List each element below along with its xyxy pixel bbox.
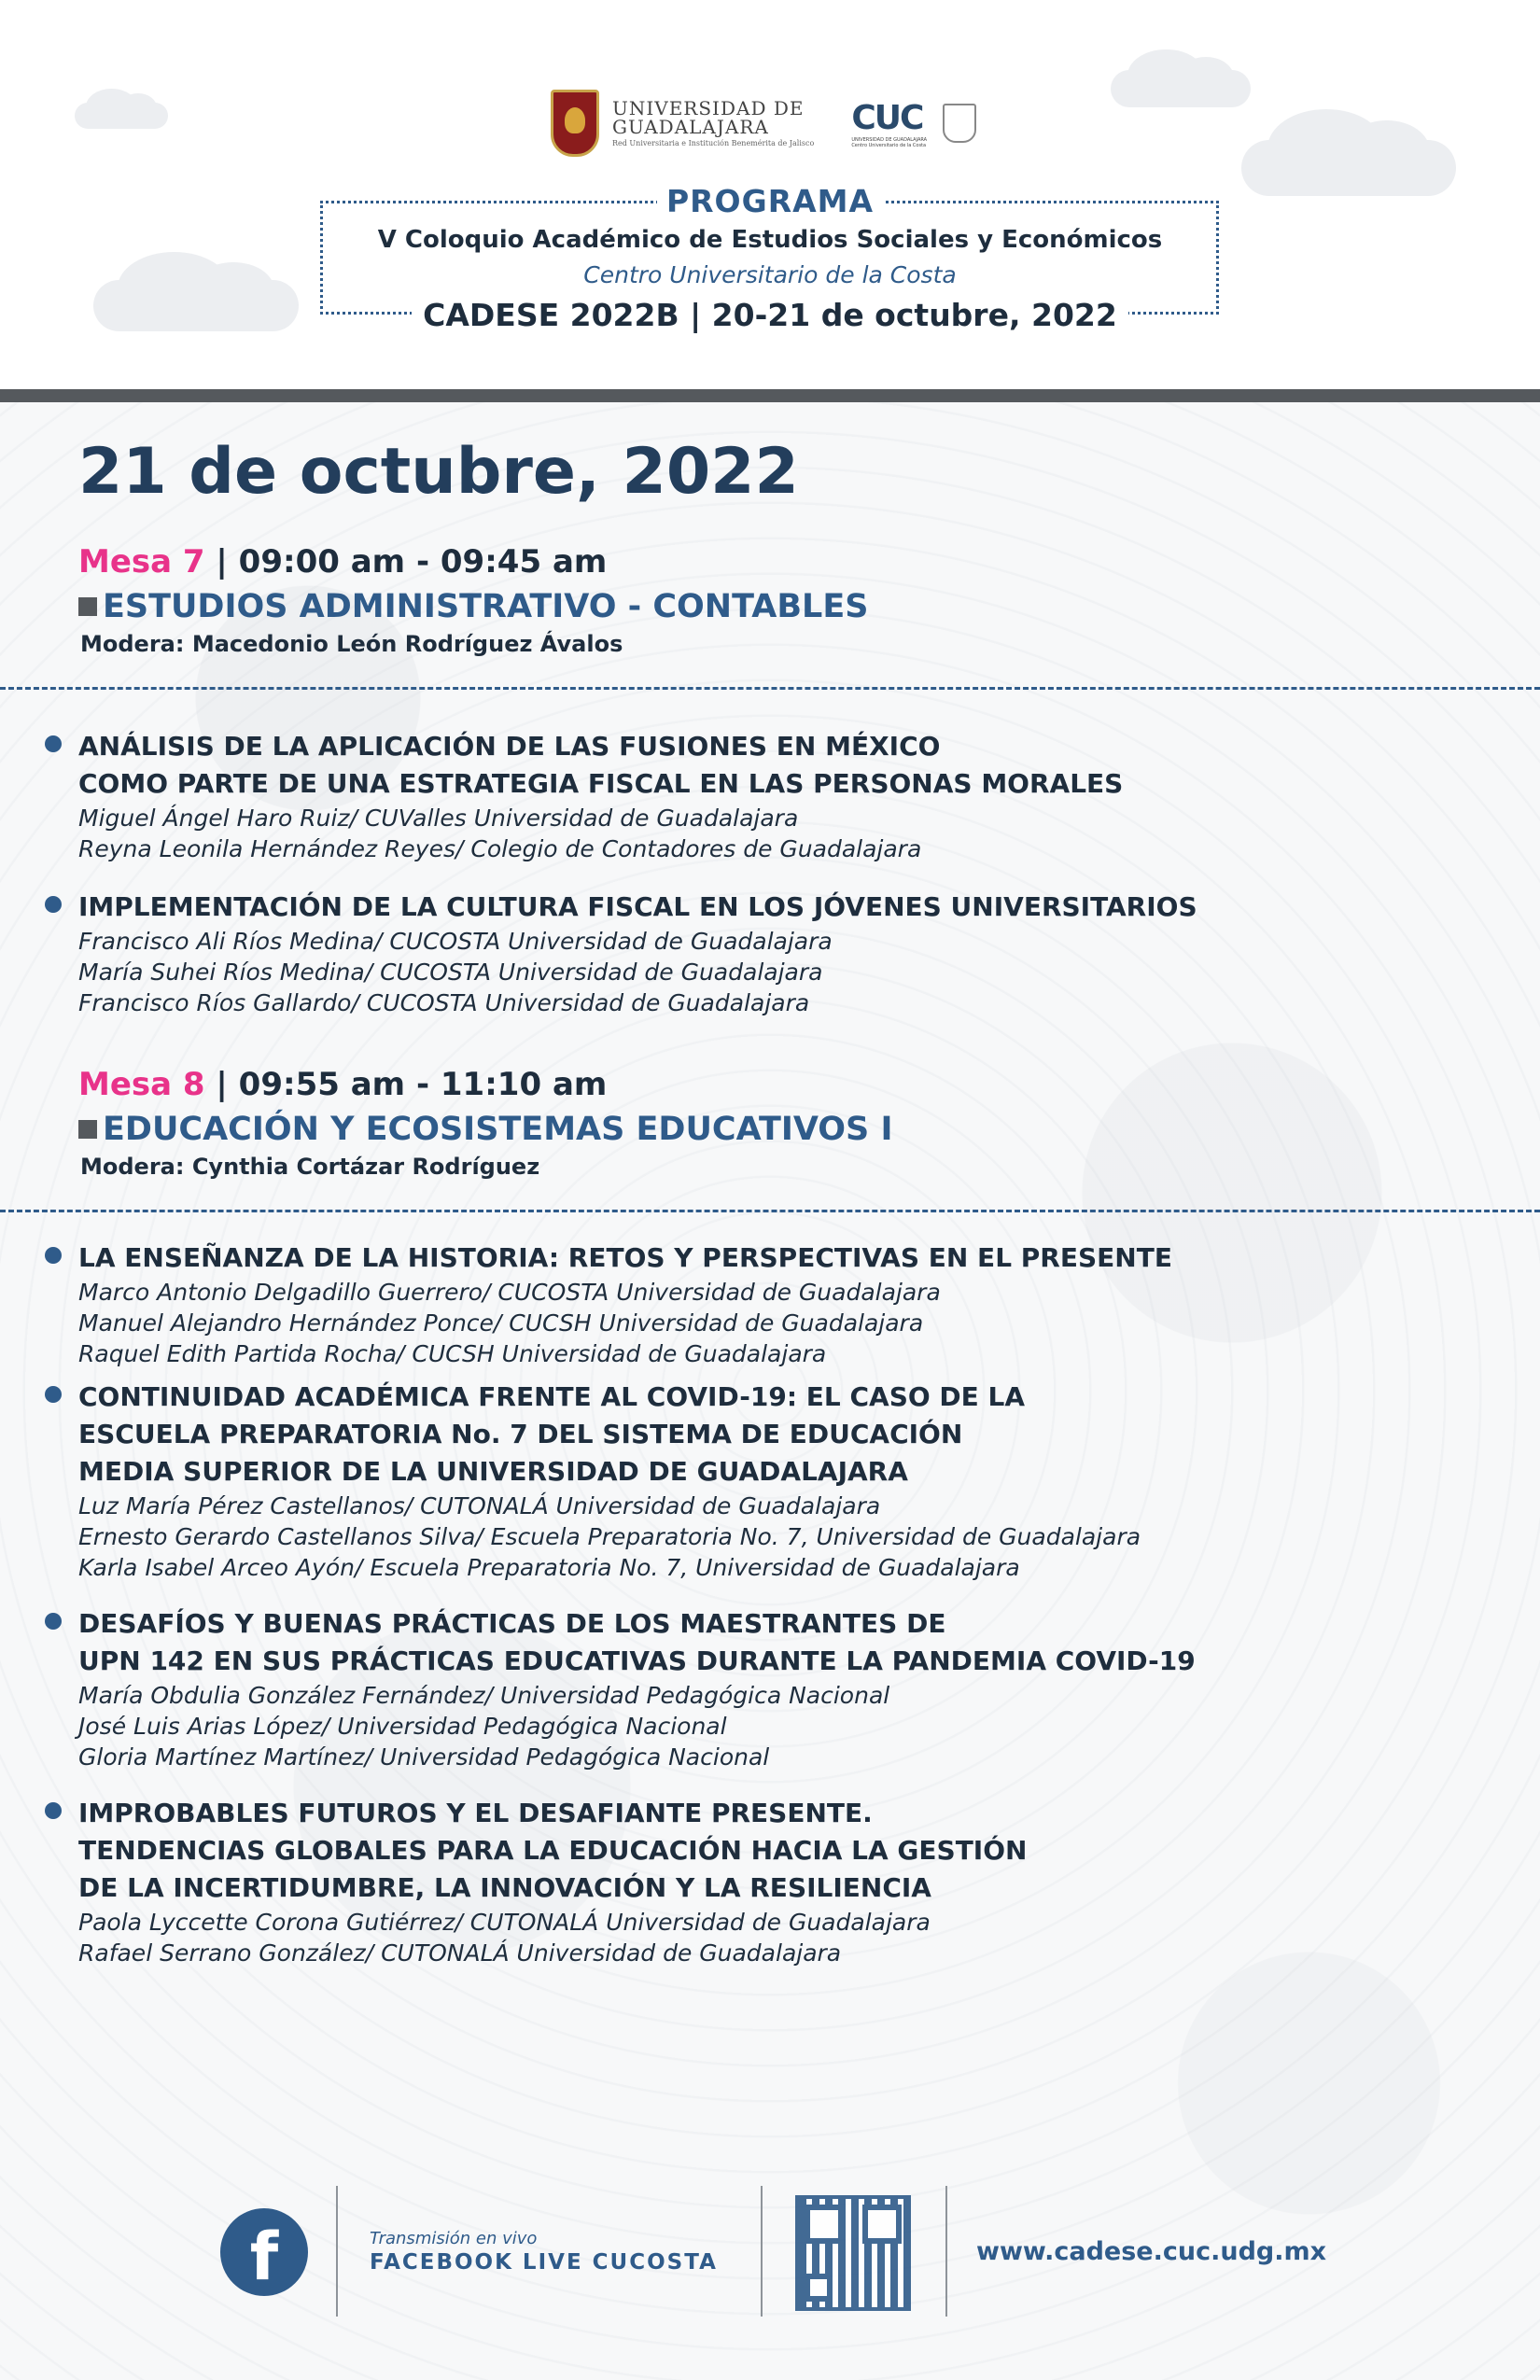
- talk-item: [45, 1605, 1501, 1772]
- talk-title: IMPLEMENTACIÓN DE LA CULTURA FISCAL EN LOS JÓVENES UNIVERSITARIOS: [78, 891, 1197, 922]
- talk-title: CONTINUIDAD ACADÉMICA FRENTE AL COVID-19: EL CASO DE LA ESCUELA PREPARATORIA No. 7 DEL SISTEMA DE EDUCACIÓN MEDIA SUPERIOR DE LA UNIVERSIDAD DE GUADALAJARA: [78, 1381, 1026, 1487]
- talk-item: [45, 728, 1501, 864]
- cuc-crest-icon: [943, 104, 976, 143]
- event-name: V Coloquio Académico de Estudios Sociales y Económicos: [377, 226, 1163, 254]
- mesa-7-heading: [78, 543, 607, 581]
- mesa-time: | 09:00 am - 09:45 am: [204, 543, 608, 581]
- mesa-time: | 09:55 am - 11:10 am: [204, 1066, 608, 1103]
- talk-authors: Miguel Ángel Haro Ruiz/ CUValles Universidad de Guadalajara Reyna Leonila Hernández Reyes/ Colegio de Contadores de Guadalajara: [78, 805, 922, 862]
- cuc-logo: [851, 99, 976, 148]
- mesa-topic-text: EDUCACIÓN Y ECOSISTEMAS EDUCATIVOS I: [103, 1111, 893, 1148]
- website-link[interactable]: www.cadese.cuc.udg.mx: [976, 2237, 1327, 2266]
- facebook-icon[interactable]: f: [220, 2208, 308, 2296]
- udg-name-line1: UNIVERSIDAD DE: [612, 97, 805, 119]
- bullet-icon: [45, 896, 62, 913]
- bullet-icon: [45, 1386, 62, 1403]
- talk-title: IMPROBABLES FUTUROS Y EL DESAFIANTE PRESENTE. TENDENCIAS GLOBALES PARA LA EDUCACIÓN HACIA LA GESTIÓN DE LA INCERTIDUMBRE, LA INNOVACIÓN Y LA RESILIENCIA: [78, 1798, 1028, 1903]
- udg-logo: [551, 90, 814, 157]
- qr-code[interactable]: [795, 2195, 911, 2311]
- dashed-divider: [0, 1210, 1540, 1212]
- talk-authors: Luz María Pérez Castellanos/ CUTONALÁ Universidad de Guadalajara Ernesto Gerardo Castellanos Silva/ Escuela Preparatoria No. 7, Universidad de Guadalajara Karla Isabel Arceo Ayón/ Escuela Preparatoria No. 7, Universidad de Guadalajara: [78, 1492, 1141, 1581]
- footer-separator: [761, 2186, 763, 2317]
- udg-crest-icon: [551, 90, 599, 157]
- footer-separator: [945, 2186, 947, 2317]
- mesa-7-topic: [78, 588, 868, 625]
- talk-item: [45, 1239, 1501, 1369]
- header-logos: [551, 86, 976, 161]
- talk-item: [45, 1795, 1501, 1968]
- footer-separator: [336, 2186, 338, 2317]
- udg-name-line2: GUADALAJARA: [612, 116, 769, 138]
- talk-authors: María Obdulia González Fernández/ Universidad Pedagógica Nacional José Luis Arias López/ Universidad Pedagógica Nacional Gloria Martínez Martínez/ Universidad Pedagógica Nacional: [78, 1682, 890, 1771]
- talk-title: LA ENSEÑANZA DE LA HISTORIA: RETOS Y PERSPECTIVAS EN EL PRESENTE: [78, 1242, 1172, 1273]
- mesa-8-heading: [78, 1066, 607, 1103]
- talk-item: [45, 889, 1501, 1018]
- mesa-7-moderator: Modera: Macedonio León Rodríguez Ávalos: [80, 631, 623, 657]
- mesa-8-moderator: Modera: Cynthia Cortázar Rodríguez: [80, 1154, 540, 1180]
- cloud-decoration: [75, 103, 168, 129]
- bullet-icon: [45, 735, 62, 752]
- cuc-mark: CUC: [851, 98, 923, 137]
- mesa-number: Mesa 8: [78, 1066, 205, 1103]
- square-icon: [78, 1120, 97, 1139]
- center-name: Centro Universitario de la Costa: [583, 261, 957, 288]
- cuc-subtitle: UNIVERSIDAD DE GUADALAJARA Centro Universitario de la Costa: [851, 136, 928, 148]
- bullet-icon: [45, 1613, 62, 1630]
- cloud-decoration: [1111, 70, 1251, 107]
- facebook-live-link[interactable]: FACEBOOK LIVE CUCOSTA: [370, 2250, 718, 2275]
- mesa-number: Mesa 7: [78, 543, 205, 581]
- event-dates: CADESE 2022B | 20-21 de octubre, 2022: [0, 297, 1540, 333]
- date-title: 21 de octubre, 2022: [78, 435, 799, 509]
- talk-authors: Marco Antonio Delgadillo Guerrero/ CUCOSTA Universidad de Guadalajara Manuel Alejandro Hernández Ponce/ CUCSH Universidad de Guadalajara Raquel Edith Partida Rocha/ CUCSH Universidad de Guadalajara: [78, 1279, 941, 1367]
- talk-authors: Paola Lyccette Corona Gutiérrez/ CUTONALÁ Universidad de Guadalajara Rafael Serrano González/ CUTONALÁ Universidad de Guadalajara: [78, 1909, 931, 1967]
- bullet-icon: [45, 1802, 62, 1819]
- live-label: Transmisión en vivo: [370, 2229, 538, 2248]
- square-icon: [78, 597, 97, 616]
- talk-item: [45, 1379, 1501, 1583]
- dashed-divider: [0, 687, 1540, 690]
- mesa-8-topic: [78, 1111, 892, 1148]
- talk-title: ANÁLISIS DE LA APLICACIÓN DE LAS FUSIONES EN MÉXICO COMO PARTE DE UNA ESTRATEGIA FISCAL EN LAS PERSONAS MORALES: [78, 731, 1124, 799]
- bullet-icon: [45, 1247, 62, 1264]
- talk-title: DESAFÍOS Y BUENAS PRÁCTICAS DE LOS MAESTRANTES DE UPN 142 EN SUS PRÁCTICAS EDUCATIVAS DURANTE LA PANDEMIA COVID-19: [78, 1608, 1196, 1676]
- mesa-topic-text: ESTUDIOS ADMINISTRATIVO - CONTABLES: [103, 588, 869, 625]
- header-divider: [0, 389, 1540, 402]
- program-label: PROGRAMA: [0, 183, 1540, 219]
- talk-authors: Francisco Ali Ríos Medina/ CUCOSTA Universidad de Guadalajara María Suhei Ríos Medina/ CUCOSTA Universidad de Guadalajara Francisco Ríos Gallardo/ CUCOSTA Universidad de Guadalajara: [78, 928, 833, 1016]
- udg-tagline: Red Universitaria e Institución Benemérita de Jalisco: [612, 139, 815, 147]
